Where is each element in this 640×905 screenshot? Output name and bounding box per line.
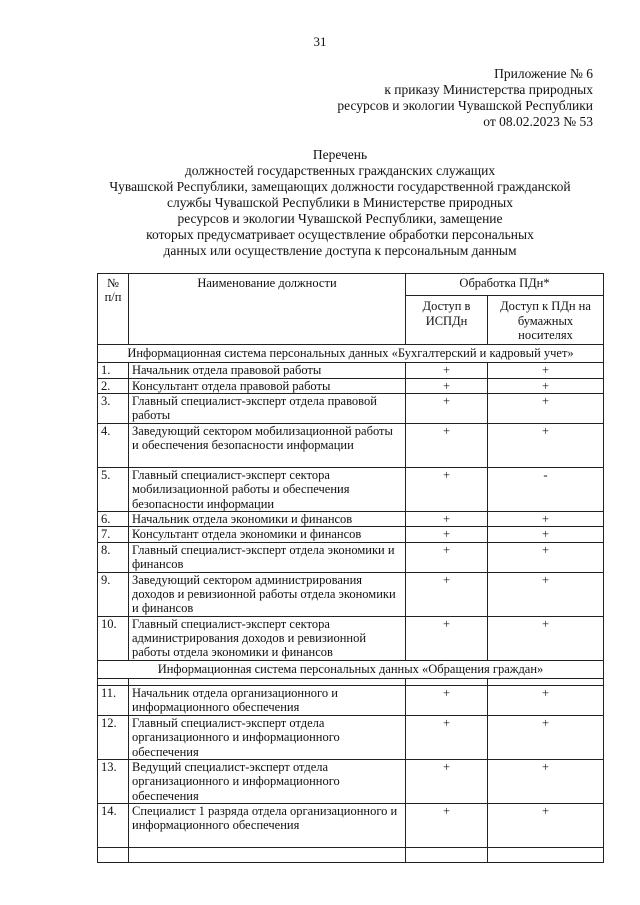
row-number: 6.: [98, 512, 129, 527]
table-row: [98, 424, 604, 468]
paper-access-mark: +: [488, 572, 604, 616]
position-name: Ведущий специалист-эксперт отдела организационного и информационного обеспечения: [129, 759, 406, 803]
paper-access-mark: +: [488, 803, 604, 847]
row-number: 5.: [98, 468, 129, 512]
ispdn-access-mark: +: [406, 512, 488, 527]
ispdn-access-mark: +: [406, 803, 488, 847]
row-number: 3.: [98, 394, 129, 424]
ispdn-access-mark: +: [406, 685, 488, 715]
table-row: [98, 527, 604, 542]
spacer-cell: [406, 678, 488, 685]
section-row: [98, 660, 604, 678]
position-name: Главный специалист-эксперт отдела экономики и финансов: [129, 542, 406, 572]
blank-cell: [98, 847, 129, 862]
ispdn-access-mark: +: [406, 424, 488, 468]
header-num: № п/п: [98, 274, 129, 345]
row-number: 2.: [98, 378, 129, 393]
table-row: [98, 512, 604, 527]
position-name: Главный специалист-эксперт сектора администрирования доходов и ревизионной работы отдела экономики и финансов: [129, 616, 406, 660]
position-name: Главный специалист-эксперт отдела правовой работы: [129, 394, 406, 424]
blank-cell: [129, 847, 406, 862]
paper-access-mark: +: [488, 527, 604, 542]
spacer-cell: [129, 678, 406, 685]
blank-cell: [488, 847, 604, 862]
position-name: Начальник отдела организационного и информационного обеспечения: [129, 685, 406, 715]
paper-access-mark: +: [488, 424, 604, 468]
row-number: 1.: [98, 363, 129, 378]
position-name: Заведующий сектором мобилизационной работы и обеспечения безопасности информации: [129, 424, 406, 468]
paper-access-mark: +: [488, 394, 604, 424]
row-number: 9.: [98, 572, 129, 616]
section-title: Информационная система персональных данных «Бухгалтерский и кадровый учет»: [98, 345, 604, 363]
ispdn-access-mark: +: [406, 715, 488, 759]
appendix-line: от 08.02.2023 № 53: [483, 114, 593, 129]
row-number: 8.: [98, 542, 129, 572]
title-line: Чувашской Республики, замещающих должности государственной гражданской: [109, 179, 571, 194]
position-name: Консультант отдела экономики и финансов: [129, 527, 406, 542]
position-name: Специалист 1 разряда отдела организационного и информационного обеспечения: [129, 803, 406, 847]
header-access-ispdn: Доступ в ИСПДн: [406, 296, 488, 345]
row-number: 14.: [98, 803, 129, 847]
paper-access-mark: +: [488, 512, 604, 527]
ispdn-access-mark: +: [406, 527, 488, 542]
title-line: ресурсов и экологии Чувашской Республики, замещение: [177, 211, 503, 226]
title-line: которых предусматривает осуществление обработки персональных: [146, 227, 534, 242]
positions-table: [97, 273, 604, 863]
paper-access-mark: +: [488, 616, 604, 660]
ispdn-access-mark: +: [406, 759, 488, 803]
header-position: Наименование должности: [129, 274, 406, 345]
title-line: службы Чувашской Республики в Министерстве природных: [166, 195, 514, 210]
title-line: должностей государственных гражданских служащих: [184, 163, 496, 178]
table-row: [98, 363, 604, 378]
position-name: Консультант отдела правовой работы: [129, 378, 406, 393]
table-row: [98, 394, 604, 424]
appendix-header: [337, 66, 593, 130]
ispdn-access-mark: +: [406, 616, 488, 660]
blank-cell: [406, 847, 488, 862]
row-number: 7.: [98, 527, 129, 542]
table-row: [98, 468, 604, 512]
position-name: Заведующий сектором администрирования доходов и ревизионной работы отдела экономики и финансов: [129, 572, 406, 616]
paper-access-mark: +: [488, 685, 604, 715]
title-line: Перечень: [312, 147, 368, 162]
paper-access-mark: +: [488, 715, 604, 759]
table-row: [98, 378, 604, 393]
ispdn-access-mark: +: [406, 572, 488, 616]
paper-access-mark: +: [488, 759, 604, 803]
table-row: [98, 616, 604, 660]
table-row: [98, 759, 604, 803]
ispdn-access-mark: +: [406, 542, 488, 572]
row-number: 11.: [98, 685, 129, 715]
table-row: [98, 715, 604, 759]
section-title: Информационная система персональных данных «Обращения граждан»: [98, 660, 604, 678]
position-name: Главный специалист-эксперт сектора мобилизационной работы и обеспечения безопасности информации: [129, 468, 406, 512]
spacer-cell: [488, 678, 604, 685]
page-number: 31: [313, 34, 327, 49]
row-number: 10.: [98, 616, 129, 660]
table-row: [98, 542, 604, 572]
spacer-cell: [98, 678, 129, 685]
row-number: 4.: [98, 424, 129, 468]
blank-row: [98, 847, 604, 862]
ispdn-access-mark: +: [406, 378, 488, 393]
paper-access-mark: +: [488, 378, 604, 393]
title-line: данных или осуществление доступа к персональным данным: [163, 243, 517, 258]
ispdn-access-mark: +: [406, 394, 488, 424]
appendix-line: к приказу Министерства природных: [384, 82, 593, 97]
header-processing: Обработка ПДн*: [406, 274, 604, 296]
position-name: Главный специалист-эксперт отдела организационного и информационного обеспечения: [129, 715, 406, 759]
appendix-line: ресурсов и экологии Чувашской Республики: [337, 98, 593, 113]
position-name: Начальник отдела правовой работы: [129, 363, 406, 378]
table-header-row: [98, 274, 604, 296]
paper-access-mark: +: [488, 542, 604, 572]
header-access-paper: Доступ к ПДн на бумажных носителях: [488, 296, 604, 345]
paper-access-mark: -: [488, 468, 604, 512]
paper-access-mark: +: [488, 363, 604, 378]
table-row: [98, 685, 604, 715]
spacer-row: [98, 678, 604, 685]
section-row: [98, 345, 604, 363]
table-row: [98, 803, 604, 847]
row-number: 13.: [98, 759, 129, 803]
row-number: 12.: [98, 715, 129, 759]
table-row: [98, 572, 604, 616]
ispdn-access-mark: +: [406, 363, 488, 378]
ispdn-access-mark: +: [406, 468, 488, 512]
appendix-line: Приложение № 6: [494, 66, 593, 81]
position-name: Начальник отдела экономики и финансов: [129, 512, 406, 527]
document-title: [70, 147, 610, 259]
